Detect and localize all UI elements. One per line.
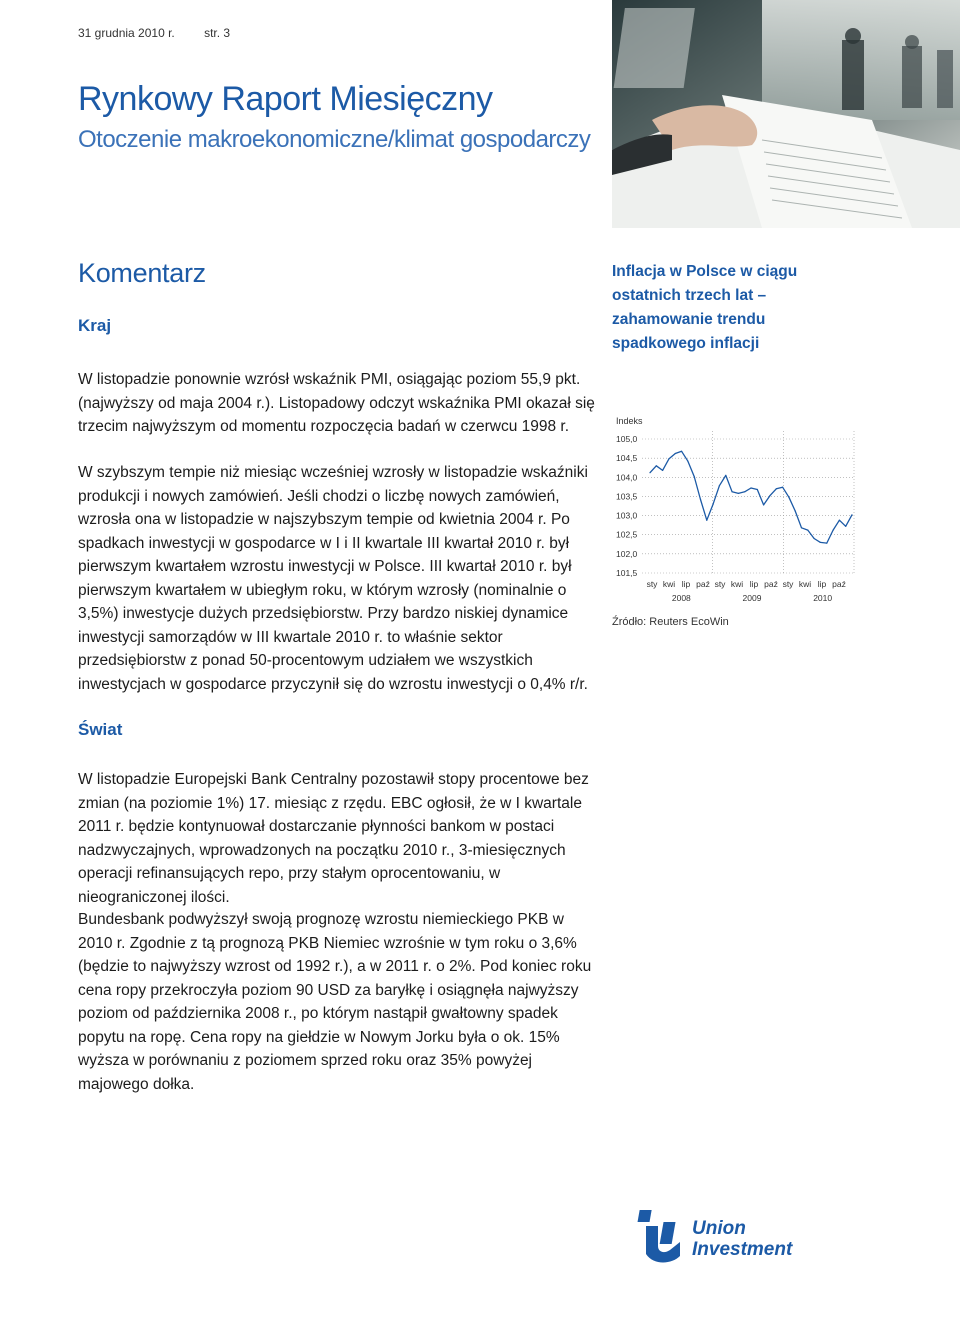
chart-month-label: sty (646, 579, 658, 589)
chart-point (700, 499, 701, 500)
commentary-heading: Komentarz (78, 258, 206, 288)
chart-year-label: 2008 (671, 593, 691, 603)
chart-point (687, 461, 688, 462)
chart-point (782, 487, 783, 488)
chart-point (744, 491, 745, 492)
chart-source: Źródło: Reuters EcoWin (612, 616, 729, 628)
chart-point (769, 495, 770, 496)
chart-heading: Inflacja w Polsce w ciągu ostatnich trzech lat – zahamowanie trendu spadkowego inflacji (612, 263, 798, 352)
kraj-heading: Kraj (78, 316, 112, 335)
kraj-paragraph-2 (78, 461, 598, 696)
report-date: 31 grudnia 2010 r. (78, 26, 175, 40)
chart-point (795, 510, 796, 511)
chart-month-label: paź (832, 579, 846, 589)
chart-point (807, 530, 808, 531)
chart-point (738, 493, 739, 494)
chart-point (801, 527, 802, 528)
inflation-chart (606, 410, 866, 610)
paragraph-text: Bundesbank podwyższył swoją prognozę wzrostu niemieckiego PKB w 2010 r. Zgodnie z tą prognozą PKB Niemiec wzrośnie w tym roku o 3,6% (będzie to najwyższy wzrost od 1992 r.), a w 2011 r. o 2%. Pod koniec roku cena ropy przekroczyła poziom 90 USD za baryłkę i osiągnęła najwyższy poziom od października 2008 r., po którym nastąpił gwałtowny spadek popytu na ropę. Cena ropy na giełdzie w Nowym Jorku była o ok. 15% wyższa w porównaniu z poziomem sprzed roku oraz 35% powyżej majowego dołka. (78, 911, 592, 1093)
chart-month-label: sty (714, 579, 726, 589)
paragraph-text: W listopadzie Europejski Bank Centralny pozostawił stopy procentowe bez zmian (na poziomie 1%) 17. miesiąc z rzędu. EBC ogłosił, że w I kwartale 2011 r. będzie kontynuował dostarczanie płynności bankom w postaci nadzwyczajnych, wprowadzonych na początku 2010 r., 3-miesięcznych operacji refinansujących repo, przy stałym oprocentowaniu, w nieograniczonej ilości. (78, 771, 589, 906)
chart-point (675, 453, 676, 454)
chart-ytick-label: 102,5 (616, 529, 638, 540)
chart-ylabel: Indeks (616, 416, 643, 426)
union-investment-logo (636, 1208, 826, 1268)
logo-text-union: Union (692, 1218, 746, 1239)
chart-month-label: kwi (798, 579, 812, 589)
chart-series-line (650, 451, 852, 543)
chart-ytick-label: 104,5 (616, 453, 638, 464)
chart-point (776, 488, 777, 489)
chart-point (649, 472, 650, 473)
chart-point (839, 520, 840, 521)
chart-point (668, 458, 669, 459)
chart-point (732, 491, 733, 492)
chart-ytick-label: 105,0 (616, 434, 638, 444)
chart-point (851, 514, 852, 515)
header-photo (612, 0, 960, 228)
chart-month-label: lip (817, 579, 827, 589)
chart-month-label: kwi (730, 579, 744, 589)
paragraph-text: W listopadzie ponownie wzrósł wskaźnik PMI, osiągając poziom 55,9 pkt. (najwyższy od maja 2004 r.). Listopadowy odczyt wskaźnika PMI okazał się trzecim najwyższym od momentu rozpoczęcia badań w czerwcu 1998 r. (78, 371, 595, 435)
chart-month-label: sty (782, 579, 794, 589)
chart-year-label: 2009 (742, 593, 762, 603)
swiat-paragraph-1 (78, 768, 598, 909)
chart-year-label: 2010 (813, 593, 833, 603)
chart-point (820, 542, 821, 543)
swiat-paragraph-2 (78, 908, 598, 1096)
chart-point (763, 504, 764, 505)
swiat-heading: Świat (78, 720, 123, 739)
chart-point (750, 487, 751, 488)
chart-point (694, 476, 695, 477)
chart-ytick-label: 103,0 (616, 510, 638, 521)
chart-ytick-label: 101,5 (616, 568, 638, 578)
report-subtitle: Otoczenie makroekonomiczne/klimat gospodarczy (78, 126, 591, 153)
logo-mark-icon (636, 1208, 688, 1266)
chart-point (757, 489, 758, 490)
chart-point (656, 465, 657, 466)
chart-month-label: kwi (662, 579, 676, 589)
chart-point (719, 485, 720, 486)
report-title: Rynkowy Raport Miesięczny (78, 80, 493, 118)
chart-point (706, 520, 707, 521)
chart-month-label: paź (696, 579, 710, 589)
chart-point (788, 497, 789, 498)
page-number: str. 3 (204, 26, 231, 40)
chart-ytick-label: 104,0 (616, 472, 638, 483)
chart-ytick-label: 102,0 (616, 548, 638, 559)
chart-point (845, 526, 846, 527)
chart-month-label: lip (749, 579, 759, 589)
chart-month-label: lip (681, 579, 691, 589)
chart-point (681, 451, 682, 452)
chart-month-label: paź (764, 579, 778, 589)
chart-point (833, 530, 834, 531)
chart-point (826, 543, 827, 544)
logo-text-investment: Investment (692, 1239, 793, 1260)
page-meta (78, 26, 230, 40)
chart-ytick-label: 103,5 (616, 491, 638, 502)
paragraph-text: W szybszym tempie niż miesiąc wcześniej wzrosły w listopadzie wskaźniki produkcji i nowych zamówień. Jeśli chodzi o liczbę nowych zamówień, wzrosła ona w listopadzie w najszybszym tempie od kwietnia 2004 r. Po spadkach inwestycji w gospodarce w I i II kwartale III kwartał 2010 r. był pierwszym kwartałem wzrostu inwestycji w Polsce. III kwartał 2010 r. był pierwszym kwartałem w ubiegłym roku, w którym wzrosły (nominalnie o 3,5%) inwestycje dużych przedsiębiorstw. Przy bardzo niskiej dynamice inwestycji samorządów w III kwartale 2010 r. to właśnie sektor przedsiębiorstw z ponad 50-procentowym udziałem we wszystkich inwestycjach w gospodarce przyczynił się do wzrostu inwestycji o 0,4% r/r. (78, 464, 588, 693)
chart-point (725, 475, 726, 476)
chart-point (814, 538, 815, 539)
chart-point (662, 470, 663, 471)
kraj-paragraph-1 (78, 368, 598, 439)
chart-point (713, 504, 714, 505)
